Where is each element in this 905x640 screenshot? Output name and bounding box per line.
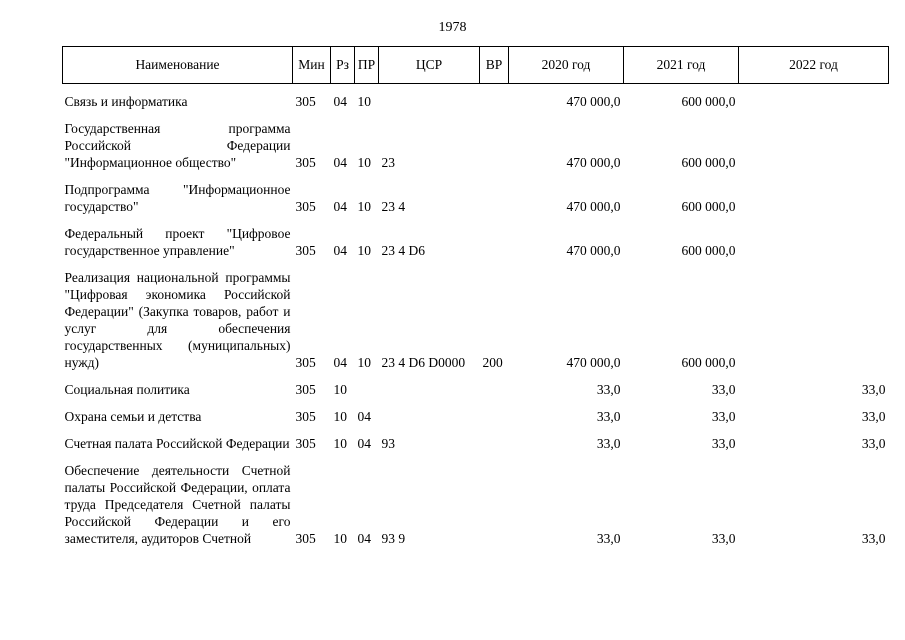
table-header-row <box>63 47 889 84</box>
row-2021: 600 000,0 <box>681 94 736 109</box>
row-name: Социальная политика <box>64 382 190 397</box>
row-pr: 04 <box>357 436 371 451</box>
row-csr: 93 9 <box>381 531 406 546</box>
row-2021: 33,0 <box>711 409 736 424</box>
row-vr <box>480 452 509 547</box>
row-name: Государственная программа Российской Федерации "Информационное общество" <box>64 121 291 170</box>
row-rz: 10 <box>333 436 347 451</box>
row-min: 305 <box>295 436 316 451</box>
header-2022: 2022 год <box>739 47 889 84</box>
row-csr: 23 <box>381 155 395 170</box>
row-pr: 10 <box>357 199 371 214</box>
row-2020: 33,0 <box>596 382 621 397</box>
row-csr: 93 <box>381 436 395 451</box>
row-rz: 04 <box>333 355 347 370</box>
row-pr <box>355 371 379 398</box>
row-2022 <box>739 84 889 111</box>
row-2020: 470 000,0 <box>566 155 621 170</box>
page-number: 1978 <box>438 20 467 35</box>
table-row <box>63 425 889 452</box>
row-rz: 04 <box>333 199 347 214</box>
row-rz: 10 <box>333 531 347 546</box>
row-2022: 33,0 <box>861 382 886 397</box>
row-2020: 33,0 <box>596 409 621 424</box>
row-2021: 33,0 <box>711 382 736 397</box>
row-name: Федеральный проект "Цифровое государственное управление" <box>64 226 291 258</box>
row-vr <box>480 215 509 259</box>
row-pr: 10 <box>357 94 371 109</box>
row-rz: 10 <box>333 409 347 424</box>
row-csr <box>379 84 480 111</box>
row-2022 <box>739 215 889 259</box>
row-vr <box>480 371 509 398</box>
row-csr: 23 4 D6 <box>381 243 425 258</box>
table-row <box>63 398 889 425</box>
header-csr: ЦСР <box>379 47 480 84</box>
row-rz: 10 <box>333 382 347 397</box>
row-csr <box>379 371 480 398</box>
row-2021: 600 000,0 <box>681 355 736 370</box>
row-rz: 04 <box>333 155 347 170</box>
row-2020: 470 000,0 <box>566 199 621 214</box>
row-2020: 33,0 <box>596 531 621 546</box>
table-row <box>63 110 889 171</box>
row-min: 305 <box>295 243 316 258</box>
row-2021: 600 000,0 <box>681 155 736 170</box>
table-row <box>63 171 889 215</box>
row-2020: 470 000,0 <box>566 355 621 370</box>
row-min: 305 <box>295 382 316 397</box>
row-pr: 04 <box>357 531 371 546</box>
row-name: Счетная палата Российской Федерации <box>64 436 290 451</box>
row-pr: 10 <box>357 355 371 370</box>
row-2021: 600 000,0 <box>681 199 736 214</box>
row-vr <box>480 425 509 452</box>
row-rz: 04 <box>333 243 347 258</box>
row-2022: 33,0 <box>861 409 886 424</box>
row-2021: 33,0 <box>711 436 736 451</box>
row-name: Реализация национальной программы "Цифровая экономика Российской Федерации" (Закупка товаров, работ и услуг для обеспечения государственных (муниципальных) нужд) <box>64 270 291 370</box>
table-row <box>63 371 889 398</box>
row-csr: 23 4 D6 D0000 <box>381 355 466 370</box>
table-row <box>63 215 889 259</box>
row-name: Обеспечение деятельности Счетной палаты Российской Федерации, оплата труда Председателя Счетной палаты Российской Федерации и его заместителя, аудиторов Счетной <box>64 463 291 546</box>
row-2021: 33,0 <box>711 531 736 546</box>
row-2022 <box>739 259 889 371</box>
row-2020: 33,0 <box>596 436 621 451</box>
row-name: Охрана семьи и детства <box>64 409 202 424</box>
row-pr: 10 <box>357 243 371 258</box>
row-name: Подпрограмма "Информационное государство" <box>64 182 291 214</box>
row-2021: 600 000,0 <box>681 243 736 258</box>
header-2020: 2020 год <box>509 47 624 84</box>
header-name: Наименование <box>63 47 293 84</box>
row-csr <box>379 398 480 425</box>
row-min: 305 <box>295 94 316 109</box>
table-body <box>63 84 889 548</box>
row-min: 305 <box>295 355 316 370</box>
budget-table <box>62 46 889 547</box>
header-pr: ПР <box>355 47 379 84</box>
row-min: 305 <box>295 409 316 424</box>
row-vr <box>480 84 509 111</box>
row-2022 <box>739 171 889 215</box>
row-vr <box>480 398 509 425</box>
row-2022 <box>739 110 889 171</box>
table-row <box>63 452 889 547</box>
table-row <box>63 84 889 111</box>
row-vr <box>480 171 509 215</box>
header-2021: 2021 год <box>624 47 739 84</box>
row-2022: 33,0 <box>861 531 886 546</box>
row-2020: 470 000,0 <box>566 243 621 258</box>
row-rz: 04 <box>333 94 347 109</box>
table-row <box>63 259 889 371</box>
row-min: 305 <box>295 531 316 546</box>
row-csr: 23 4 <box>381 199 406 214</box>
row-vr: 200 <box>482 355 503 370</box>
row-vr <box>480 110 509 171</box>
header-vr: ВР <box>480 47 509 84</box>
row-name: Связь и информатика <box>64 94 188 109</box>
row-pr: 10 <box>357 155 371 170</box>
row-2020: 470 000,0 <box>566 94 621 109</box>
row-pr: 04 <box>357 409 371 424</box>
row-min: 305 <box>295 155 316 170</box>
header-min: Мин <box>293 47 331 84</box>
row-2022: 33,0 <box>861 436 886 451</box>
row-min: 305 <box>295 199 316 214</box>
header-rz: Рз <box>331 47 355 84</box>
